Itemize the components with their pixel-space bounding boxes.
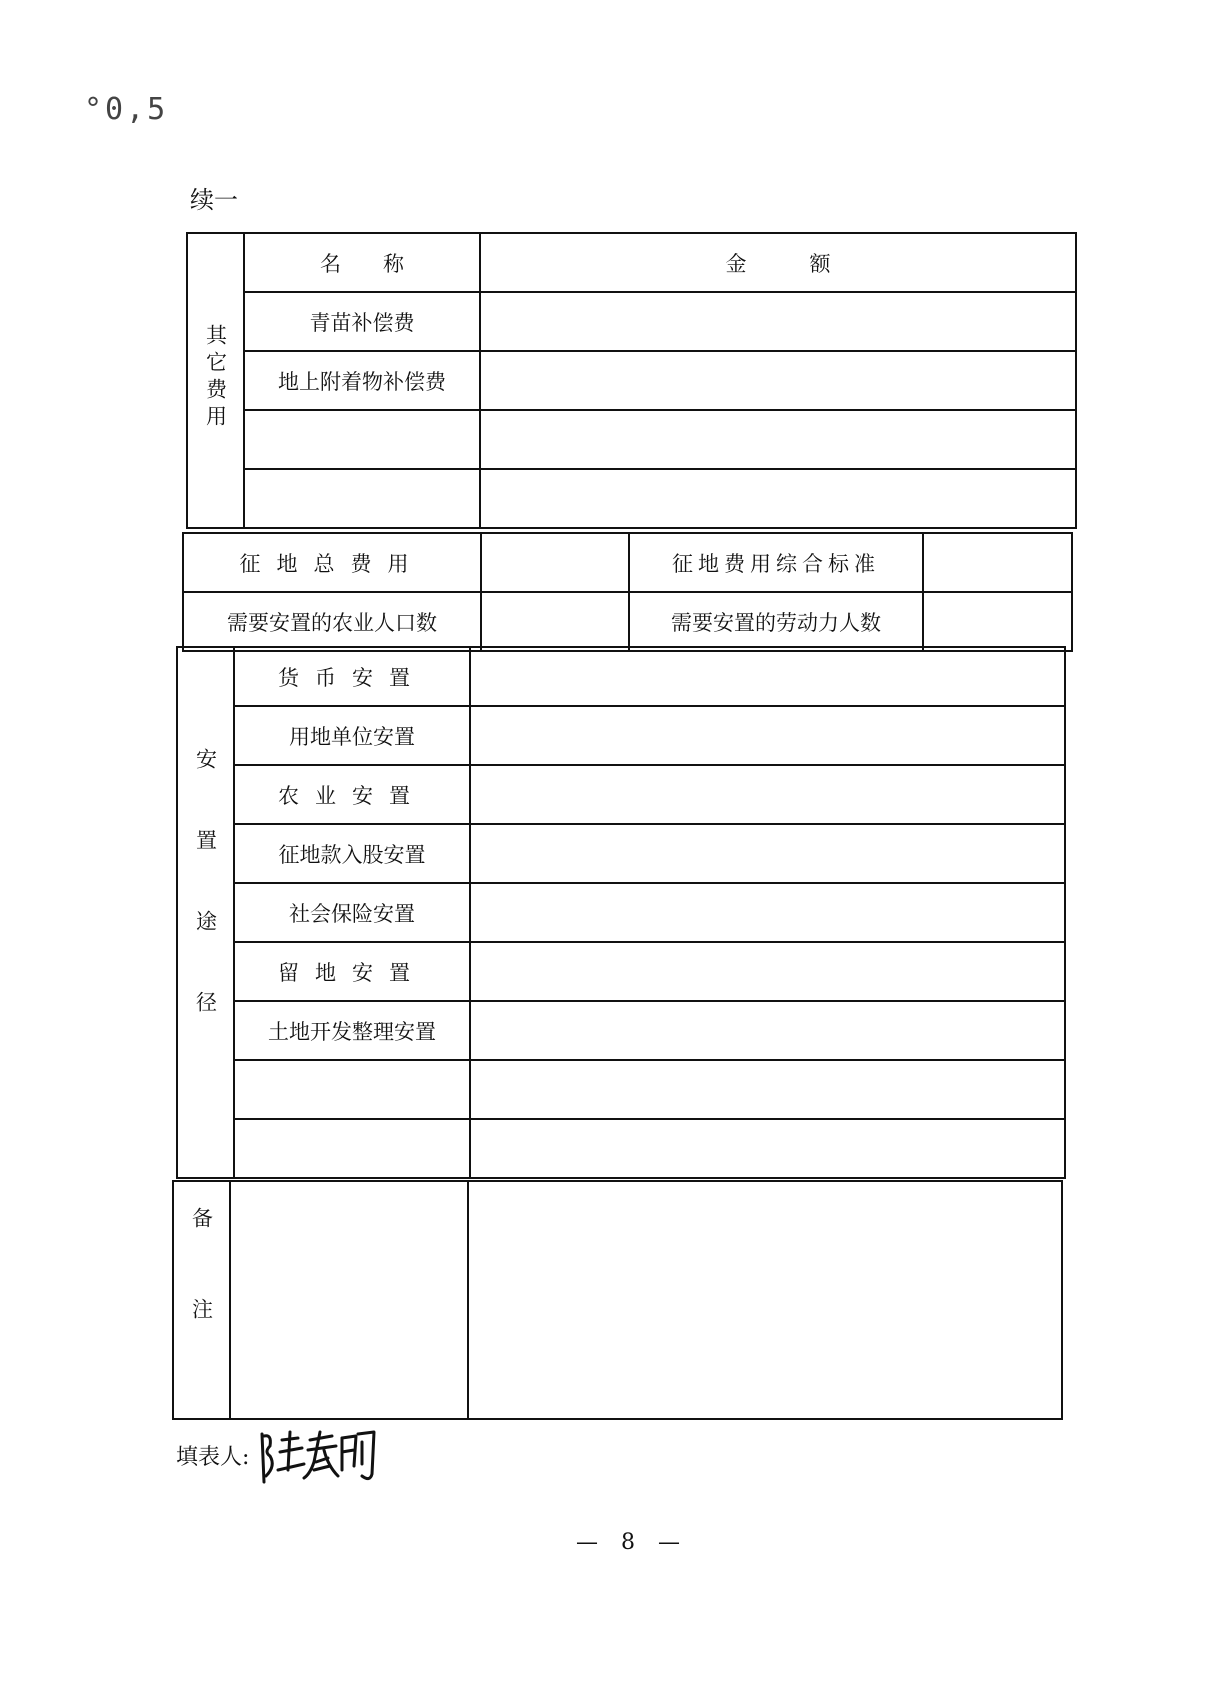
other-fees-table bbox=[186, 232, 1077, 529]
resettlement-group-cell bbox=[177, 647, 234, 1178]
method-amount-cell[interactable] bbox=[470, 765, 1065, 824]
remarks-table bbox=[172, 1180, 1063, 1420]
resettlement-group-label: 安置途径 bbox=[193, 748, 218, 1072]
labor-value[interactable] bbox=[923, 592, 1072, 651]
remarks-cell-wide[interactable] bbox=[468, 1181, 1062, 1419]
method-name-cell: 农业安置 bbox=[234, 765, 470, 824]
other-fees-group-cell bbox=[187, 233, 244, 528]
total-cost-label: 征地总费用 bbox=[183, 533, 481, 592]
method-name-cell: 征地款入股安置 bbox=[234, 824, 470, 883]
amount-header: 金 额 bbox=[480, 233, 1076, 292]
method-name-cell[interactable] bbox=[234, 1060, 470, 1119]
farm-pop-value[interactable] bbox=[481, 592, 629, 651]
method-amount-cell[interactable] bbox=[470, 942, 1065, 1001]
method-amount-cell[interactable] bbox=[470, 647, 1065, 706]
method-name-cell[interactable] bbox=[234, 1119, 470, 1178]
continuation-label: 续一 bbox=[190, 186, 238, 214]
fee-name-cell[interactable] bbox=[244, 410, 480, 469]
remarks-cell[interactable] bbox=[230, 1181, 468, 1419]
method-amount-cell[interactable] bbox=[470, 706, 1065, 765]
standard-value[interactable] bbox=[923, 533, 1072, 592]
method-amount-cell[interactable] bbox=[470, 1001, 1065, 1060]
fee-amount-cell[interactable] bbox=[480, 469, 1076, 528]
totals-table bbox=[182, 532, 1073, 652]
method-amount-cell[interactable] bbox=[470, 824, 1065, 883]
other-fees-group-label: 其它费用 bbox=[203, 324, 228, 432]
remarks-label: 备注 bbox=[189, 1206, 214, 1389]
method-amount-cell[interactable] bbox=[470, 1060, 1065, 1119]
method-name-cell: 社会保险安置 bbox=[234, 883, 470, 942]
fee-amount-cell[interactable] bbox=[480, 410, 1076, 469]
fee-name-cell[interactable] bbox=[244, 469, 480, 528]
method-name-cell: 土地开发整理安置 bbox=[234, 1001, 470, 1060]
total-cost-value[interactable] bbox=[481, 533, 629, 592]
method-name-cell: 货币安置 bbox=[234, 647, 470, 706]
method-amount-cell[interactable] bbox=[470, 1119, 1065, 1178]
archive-stamp: °0,5 bbox=[84, 92, 169, 127]
farm-pop-label: 需要安置的农业人口数 bbox=[183, 592, 481, 651]
method-amount-cell[interactable] bbox=[470, 883, 1065, 942]
standard-label: 征地费用综合标准 bbox=[629, 533, 923, 592]
fee-amount-cell[interactable] bbox=[480, 292, 1076, 351]
name-header: 名 称 bbox=[244, 233, 480, 292]
labor-label: 需要安置的劳动力人数 bbox=[629, 592, 923, 651]
page-number: — 8 — bbox=[576, 1530, 688, 1555]
remarks-label-cell bbox=[173, 1181, 230, 1419]
method-name-cell: 用地单位安置 bbox=[234, 706, 470, 765]
method-name-cell: 留地安置 bbox=[234, 942, 470, 1001]
fee-name-cell: 青苗补偿费 bbox=[244, 292, 480, 351]
fee-name-cell: 地上附着物补偿费 bbox=[244, 351, 480, 410]
fee-amount-cell[interactable] bbox=[480, 351, 1076, 410]
filler-signature bbox=[258, 1426, 378, 1486]
filler-label: 填表人: bbox=[176, 1445, 250, 1470]
resettlement-table bbox=[176, 646, 1066, 1179]
